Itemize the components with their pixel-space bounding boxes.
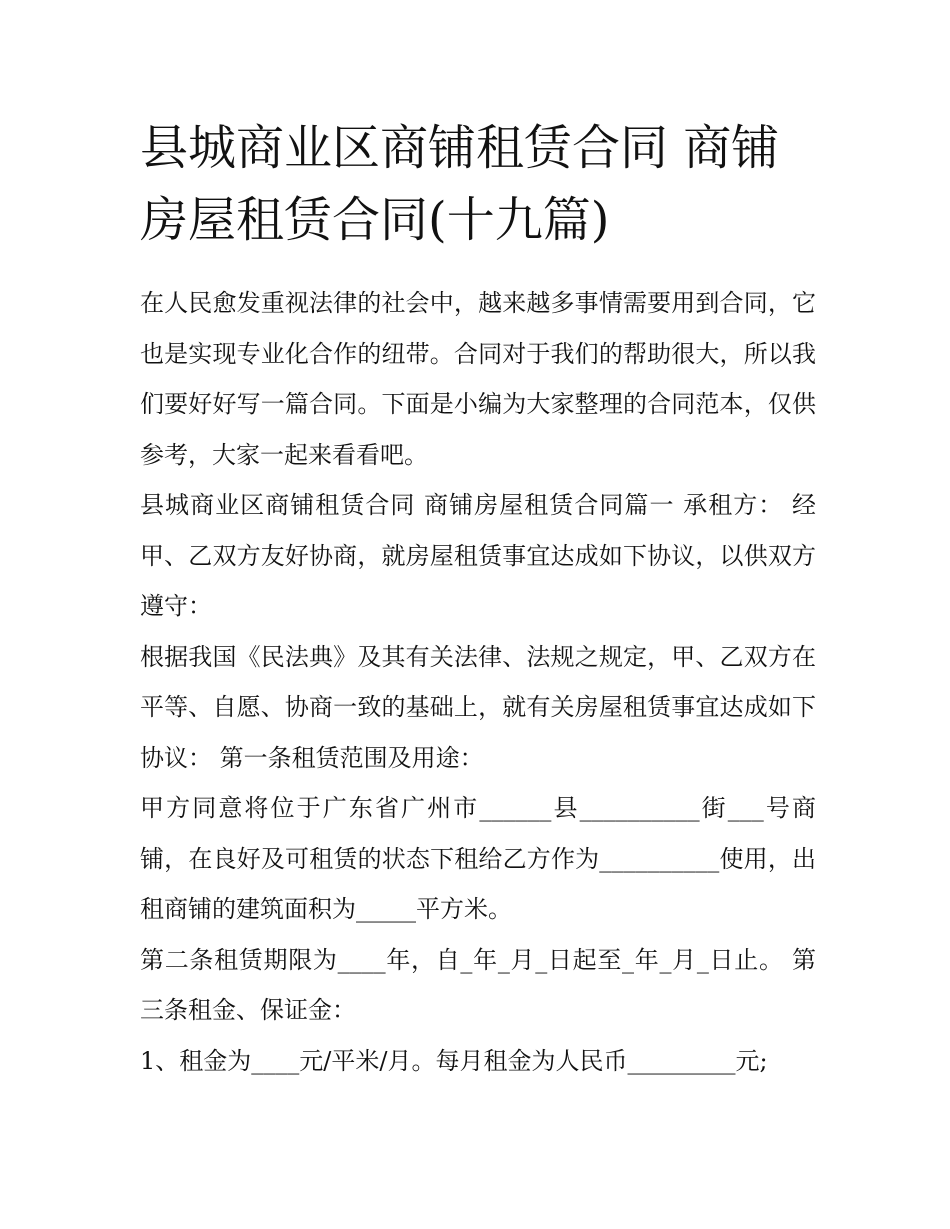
paragraph-contract-heading: 县城商业区商铺租赁合同 商铺房屋租赁合同篇一 承租方： 经甲、乙双方友好协商，就房屋租赁事宜达成如下协议，以供双方遵守： [140, 491, 816, 620]
document-body [140, 278, 816, 1086]
document-title: 县城商业区商铺租赁合同 商铺房屋租赁合同(十九篇) [140, 120, 780, 248]
paragraph-lease-term: 第二条租赁期限为____年，自_年_月_日起至_年_月_日止。 第三条租金、保证金： [140, 945, 816, 1024]
paragraph-intro: 在人民愈发重视法律的社会中，越来越多事情需要用到合同，它也是实现专业化合作的纽带。合同对于我们的帮助很大，所以我们要好好写一篇合同。下面是小编为大家整理的合同范本，仅供参考，大家一起来看看吧。 [140, 289, 816, 469]
paragraph-premises: 甲方同意将位于广东省广州市______县__________街___号商铺，在良好及可租赁的状态下租给乙方作为__________使用，出租商铺的建筑面积为_____平方米。 [140, 794, 816, 923]
paragraph-legal-basis: 根据我国《民法典》及其有关法律、法规之规定，甲、乙双方在平等、自愿、协商一致的基础上，就有关房屋租赁事宜达成如下协议： 第一条租赁范围及用途： [140, 642, 816, 772]
paragraph-rent: 1、租金为____元/平米/月。每月租金为人民币_________元; [140, 1046, 768, 1075]
